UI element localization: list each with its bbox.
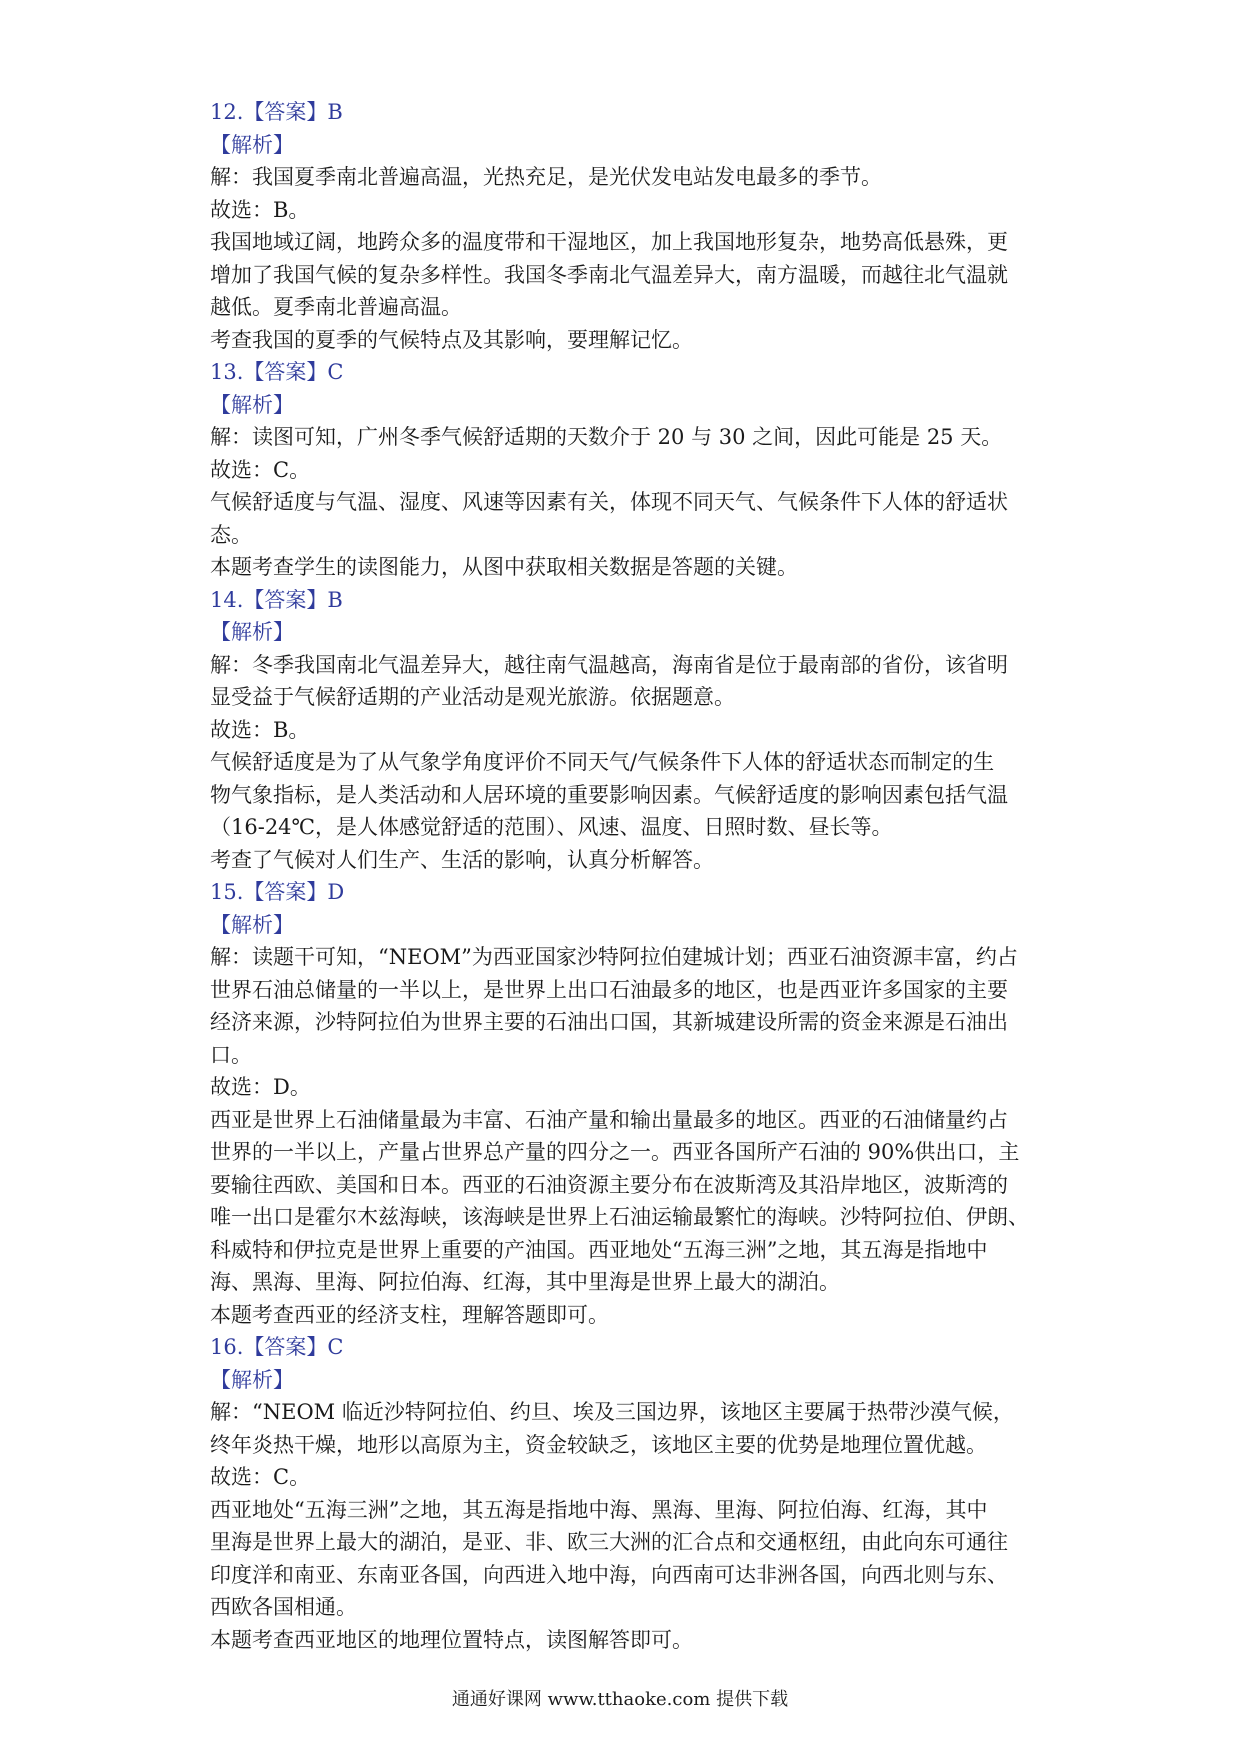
explanation-line: 西亚地处“五海三洲”之地，其五海是指地中海、黑海、里海、阿拉伯海、红海，其中 — [210, 1497, 988, 1522]
explanation-line: 解：“NEOM 临近沙特阿拉伯、约旦、埃及三国边界，该地区主要属于热带沙漠气候， — [210, 1400, 1014, 1424]
explanation-line: 世界石油总储量的一半以上，是世界上出口石油最多的地区，也是西亚许多国家的主要 — [210, 977, 1008, 1002]
explanation-line: 气候舒适度是为了从气象学角度评价不同天气/气候条件下人体的舒适状态而制定的生 — [210, 750, 995, 774]
explanation-line: 西亚是世界上石油储量最为丰富、石油产量和输出量最多的地区。西亚的石油储量约占 — [210, 1107, 1008, 1132]
explanation-line: 终年炎热干燥，地形以高原为主，资金较缺乏，该地区主要的优势是地理位置优越。 — [210, 1432, 987, 1457]
explanation-line: 故选：C。 — [210, 457, 311, 482]
explanation-line: 科威特和伊拉克是世界上重要的产油国。西亚地处“五海三洲”之地，其五海是指地中 — [210, 1237, 988, 1262]
explanation-line: 故选：B。 — [210, 197, 310, 222]
explanation-line: 越低。夏季南北普遍高温。 — [210, 295, 462, 319]
explanation-line: 我国地域辽阔，地跨众多的温度带和干湿地区，加上我国地形复杂，地势高低悬殊，更 — [210, 230, 1008, 254]
explanation-line: 故选：B。 — [210, 717, 310, 742]
explanation-line: 印度洋和南亚、东南亚各国，向西进入地中海，向西南可达非洲各国，向西北则与东、 — [210, 1562, 1008, 1587]
explanation-line: 考查我国的夏季的气候特点及其影响，要理解记忆。 — [210, 327, 693, 352]
answer-heading: 16.【答案】C — [210, 1335, 344, 1359]
explanation-line: 里海是世界上最大的湖泊，是亚、非、欧三大洲的汇合点和交通枢纽，由此向东可通往 — [210, 1530, 1008, 1554]
explanation-line: 故选：C。 — [210, 1465, 311, 1489]
explanation-line: 经济来源，沙特阿拉伯为世界主要的石油出口国，其新城建设所需的资金来源是石油出 — [210, 1010, 1008, 1034]
question-14 — [210, 584, 1040, 877]
explanation-line: 物气象指标，是人类活动和人居环境的重要影响因素。气候舒适度的影响因素包括气温 — [210, 782, 1008, 807]
analysis-label: 【解析】 — [210, 1367, 294, 1392]
explanation-line: 解：读题干可知，“NEOM”为西亚国家沙特阿拉伯建城计划；西亚石油资源丰富，约占 — [210, 945, 1018, 969]
answer-heading: 14.【答案】B — [210, 587, 343, 612]
analysis-label: 【解析】 — [210, 132, 294, 157]
explanation-line: 本题考查西亚地区的地理位置特点，读图解答即可。 — [210, 1627, 693, 1652]
analysis-label: 【解析】 — [210, 912, 294, 937]
explanation-line: 考查了气候对人们生产、生活的影响，认真分析解答。 — [210, 847, 714, 872]
explanation-line: 口。 — [210, 1042, 252, 1067]
explanation-line: 本题考查西亚的经济支柱，理解答题即可。 — [210, 1302, 609, 1327]
explanation-line: 解：我国夏季南北普遍高温，光热充足，是光伏发电站发电最多的季节。 — [210, 165, 882, 189]
explanation-line: 气候舒适度与气温、湿度、风速等因素有关，体现不同天气、气候条件下人体的舒适状 — [210, 490, 1008, 514]
explanation-line: 西欧各国相通。 — [210, 1595, 357, 1619]
answer-explanations — [210, 96, 1040, 1656]
answer-heading: 12.【答案】B — [210, 100, 343, 124]
explanation-line: 增加了我国气候的复杂多样性。我国冬季南北气温差异大，南方温暖，而越往北气温就 — [210, 262, 1008, 287]
explanation-line: 唯一出口是霍尔木兹海峡，该海峡是世界上石油运输最繁忙的海峡。沙特阿拉伯、伊朗、 — [210, 1205, 1029, 1229]
question-12 — [210, 96, 1040, 356]
explanation-line: 态。 — [210, 522, 252, 547]
explanation-line: 故选：D。 — [210, 1075, 311, 1099]
explanation-line: 海、黑海、里海、阿拉伯海、红海，其中里海是世界上最大的湖泊。 — [210, 1270, 840, 1294]
question-16 — [210, 1331, 1040, 1656]
answer-heading: 13.【答案】C — [210, 360, 344, 384]
explanation-line: 世界的一半以上，产量占世界总产量的四分之一。西亚各国所产石油的 90%供出口，主 — [210, 1140, 1020, 1164]
explanation-line: 要输往西欧、美国和日本。西亚的石油资源主要分布在波斯湾及其沿岸地区，波斯湾的 — [210, 1172, 1008, 1197]
analysis-label: 【解析】 — [210, 620, 294, 644]
question-15 — [210, 876, 1040, 1331]
page-footer: 通通好课网 www.tthaoke.com 提供下载 — [451, 1689, 789, 1710]
answer-heading: 15.【答案】D — [210, 880, 345, 904]
explanation-line: （16-24℃，是人体感觉舒适的范围）、风速、温度、日照时数、昼长等。 — [210, 815, 893, 839]
explanation-line: 显受益于气候舒适期的产业活动是观光旅游。依据题意。 — [210, 685, 735, 709]
explanation-line: 解：冬季我国南北气温差异大，越往南气温越高，海南省是位于最南部的省份，该省明 — [210, 652, 1008, 677]
explanation-line: 本题考查学生的读图能力，从图中获取相关数据是答题的关键。 — [210, 555, 798, 579]
explanation-line: 解：读图可知，广州冬季气候舒适期的天数介于 20 与 30 之间，因此可能是 25 天。 — [210, 425, 1003, 449]
analysis-label: 【解析】 — [210, 392, 294, 417]
question-13 — [210, 356, 1040, 584]
